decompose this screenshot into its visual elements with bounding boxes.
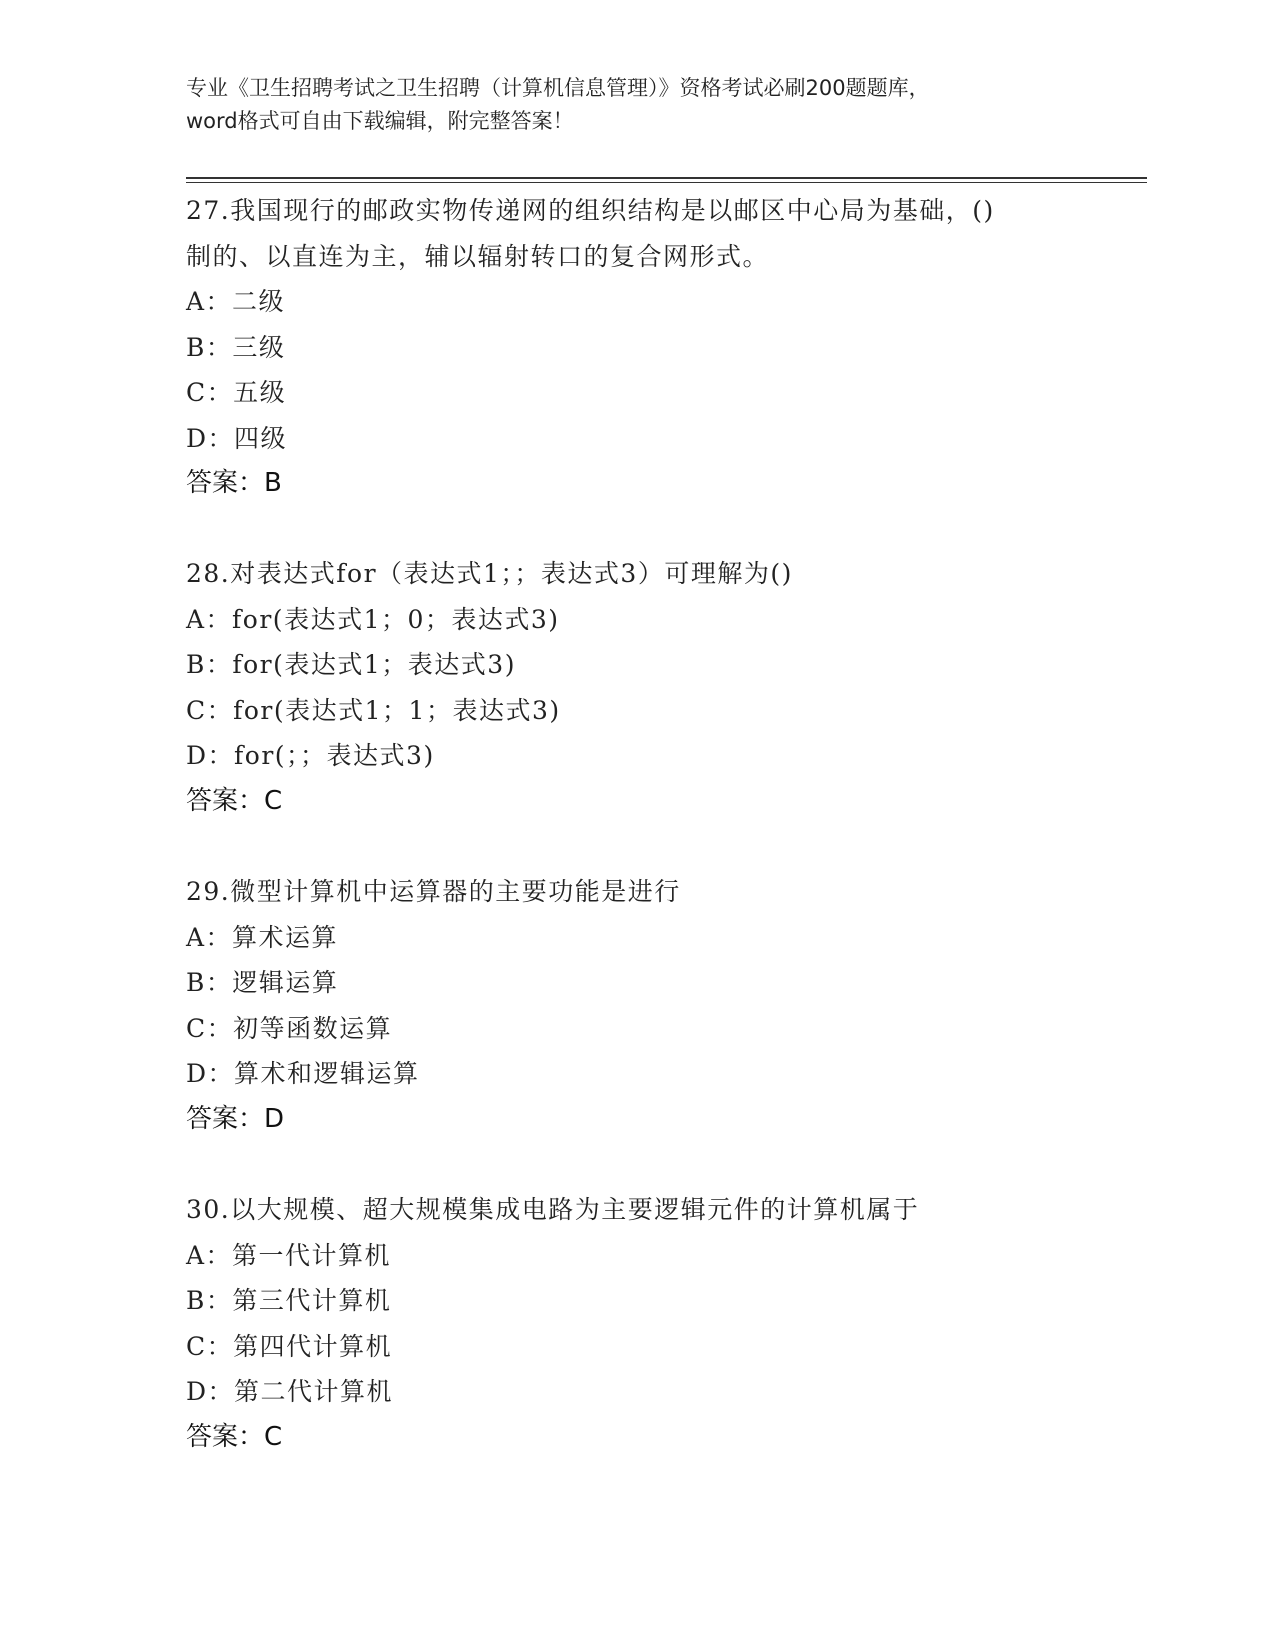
question-30 <box>186 1187 1106 1460</box>
header-divider-top <box>186 177 1147 179</box>
option-a: A：二级 <box>186 287 286 316</box>
option-b: B：第三代计算机 <box>186 1286 392 1315</box>
answer: 答案：C <box>186 785 283 816</box>
option-d: D：第二代计算机 <box>186 1377 394 1406</box>
question-text-line: 30.以大规模、超大规模集成电路为主要逻辑元件的计算机属于 <box>186 1195 920 1224</box>
header-divider-bottom <box>186 182 1147 183</box>
question-27 <box>186 188 1106 507</box>
option-a: A：for(表达式1；0；表达式3) <box>186 604 560 634</box>
option-a: A：第一代计算机 <box>186 1240 392 1270</box>
option-c: C：五级 <box>186 378 287 407</box>
header-line-2: word格式可自由下载编辑，附完整答案！ <box>186 109 574 133</box>
option-c: C：for(表达式1；1；表达式3) <box>186 695 561 725</box>
document-header <box>186 72 1086 138</box>
question-text-line: 29.微型计算机中运算器的主要功能是进行 <box>186 877 681 906</box>
question-text-line: 27.我国现行的邮政实物传递网的组织结构是以邮区中心局为基础，() <box>186 196 995 225</box>
option-d: D：for(；；表达式3) <box>186 741 435 770</box>
answer: 答案：D <box>186 1103 285 1134</box>
question-text-line: 28.对表达式for（表达式1；；表达式3）可理解为() <box>186 559 793 588</box>
question-28 <box>186 551 1106 824</box>
answer: 答案：C <box>186 1421 283 1452</box>
option-c: C：第四代计算机 <box>186 1331 393 1361</box>
option-d: D：算术和逻辑运算 <box>186 1059 420 1088</box>
option-b: B：逻辑运算 <box>186 968 339 997</box>
option-a: A：算术运算 <box>186 922 339 952</box>
option-c: C：初等函数运算 <box>186 1013 393 1043</box>
question-text-line: 制的、以直连为主，辅以辐射转口的复合网形式。 <box>186 241 770 271</box>
option-b: B：三级 <box>186 332 286 362</box>
answer: 答案：B <box>186 468 282 498</box>
header-line-1: 专业《卫生招聘考试之卫生招聘（计算机信息管理）》资格考试必刷200题题库， <box>186 76 930 100</box>
question-29 <box>186 869 1106 1142</box>
option-b: B：for(表达式1；表达式3) <box>186 650 516 679</box>
option-d: D：四级 <box>186 423 288 453</box>
